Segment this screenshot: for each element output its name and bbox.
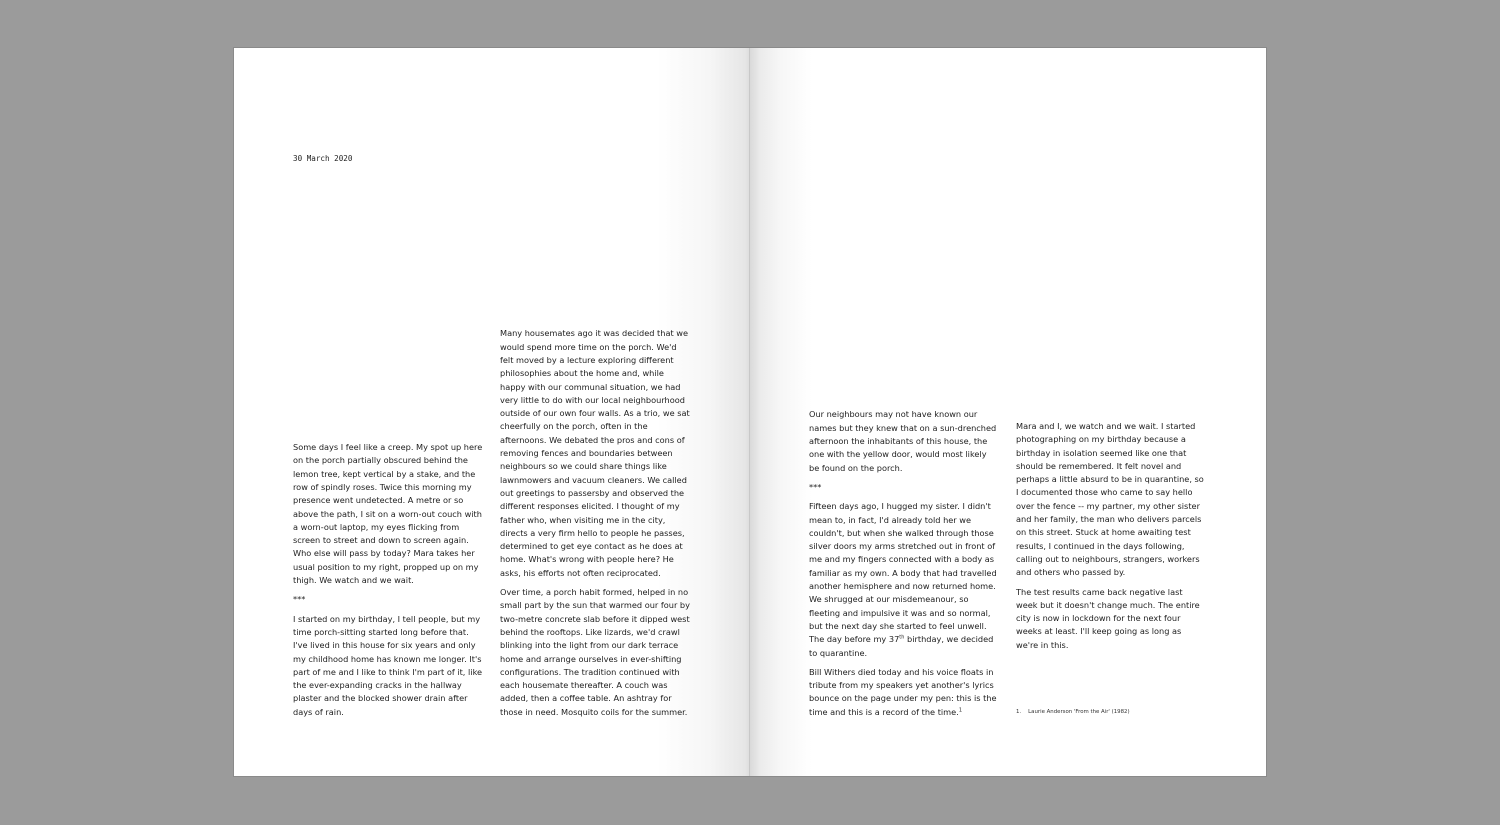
text-column-3 [809,408,999,719]
paragraph: The test results came back negative last week but it doesn't change much. The entire city is now in lockdown for the next four weeks at least. I'll keep going as long as we're in this. [1016,586,1200,650]
footnote-number: 1. [1016,709,1022,715]
text-column-1 [293,441,483,719]
book-spread [234,48,1266,776]
footnote-marker: 1 [958,706,962,713]
paragraph-text: Bill Withers died today and his voice floats in tribute from my speakers yet another's lyrics bounce on the page under my pen: this is the time and this is a record of the time. [809,666,997,717]
paragraph: I started on my birthday, I tell people, but my time porch-sitting started long before that. I've lived in this house for six years and only my childhood home has known me longer. It's part of me and I like to think I'm part of it, like the ever-expanding cracks in the hallway plaster and the blocked shower drain after days of rain. [293,613,483,717]
birthday-number: 37 [888,634,900,645]
paragraph: Mara and I, we watch and we wait. I started photographing on my birthday because a birthday in isolation seemed like one that should be remembered. It felt novel and perhaps a little absurd to be in quarantine, so I documented those who came to say hello over the fence -- my partner, my other sister and her family, the man who delivers parcels on this street. Stuck at home awaiting test results, I continued in the days following, calling out to neighbours, strangers, workers and others who passed by. [1016,421,1204,578]
footnote-text: Laurie Anderson 'From the Air' (1982) [1028,709,1130,715]
paragraph: Over time, a porch habit formed, helped in no small part by the sun that warmed our four by two-metre concrete slab before it dipped west behind the rooftops. Like lizards, we'd crawl blinking into the light from our dark terrace home and arrange ourselves in ever-shifting configurations. The tradition continued with each housemate thereafter. A couch was added, then a coffee table. An ashtray for those in need. Mosquito coils for the summer. [500,587,690,717]
paragraph: Our neighbours may not have known our names but they knew that on a sun-drenched afternoon the inhabitants of this house, the one with the yellow door, would most likely be found on the porch. [809,409,997,473]
right-page [750,48,1266,776]
entry-date: 30 March 2020 [293,154,353,163]
paragraph: Some days I feel like a creep. My spot up here on the porch partially obscured behind the lemon tree, kept vertical by a stake, and the row of spindly roses. Twice this morning my presence went undetected. A metre or so above the path, I sit on a worn-out couch with a worn-out laptop, my eyes flicking from screen to street and down to screen again. Who else will pass by today? Mara takes her usual position to my right, propped up on my thigh. We watch and we wait. [293,442,483,586]
footnote [1016,709,1130,715]
section-break: *** [809,481,822,492]
section-break: *** [293,594,306,605]
text-column-4 [1016,420,1206,652]
paragraph: Many housemates ago it was decided that we would spend more time on the porch. We'd felt moved by a lecture exploring different philosophies about the home and, while happy with our communal situation, we had very little to do with our local neighbourhood outside of our own four walls. As a trio, we sat cheerfully on the porch, often in the afternoons. We debated the pros and cons of removing fences and boundaries between neighbours so we could share things like lawnmowers and vacuum cleaners. We called out greetings to passersby and observed the different responses elicited. I thought of my father who, when visiting me in the city, directs a very firm hello to people he passes, determined to get eye contact as he does at home. What's wrong with people here? He asks, his efforts not often reciprocated. [500,328,690,578]
paragraph-text: birthday, we decided to quarantine. [809,634,994,658]
ordinal-suffix: th [899,634,905,641]
left-page [234,48,750,776]
text-column-2 [500,327,690,719]
paragraph [809,666,999,719]
paragraph-text: Fifteen days ago, I hugged my sister. I didn't mean to, in fact, I'd already told her we couldn't, but when she walked through those silver doors my arms stretched out in front of me and my fingers connected with a body as familiar as my own. A body that had travelled another hemisphere and now returned home. We shrugged at our misdemeanour, so fleeting and impulsive it was and so normal, but the next day she started to feel unwell. The day before my [809,501,997,645]
paragraph [809,500,999,660]
